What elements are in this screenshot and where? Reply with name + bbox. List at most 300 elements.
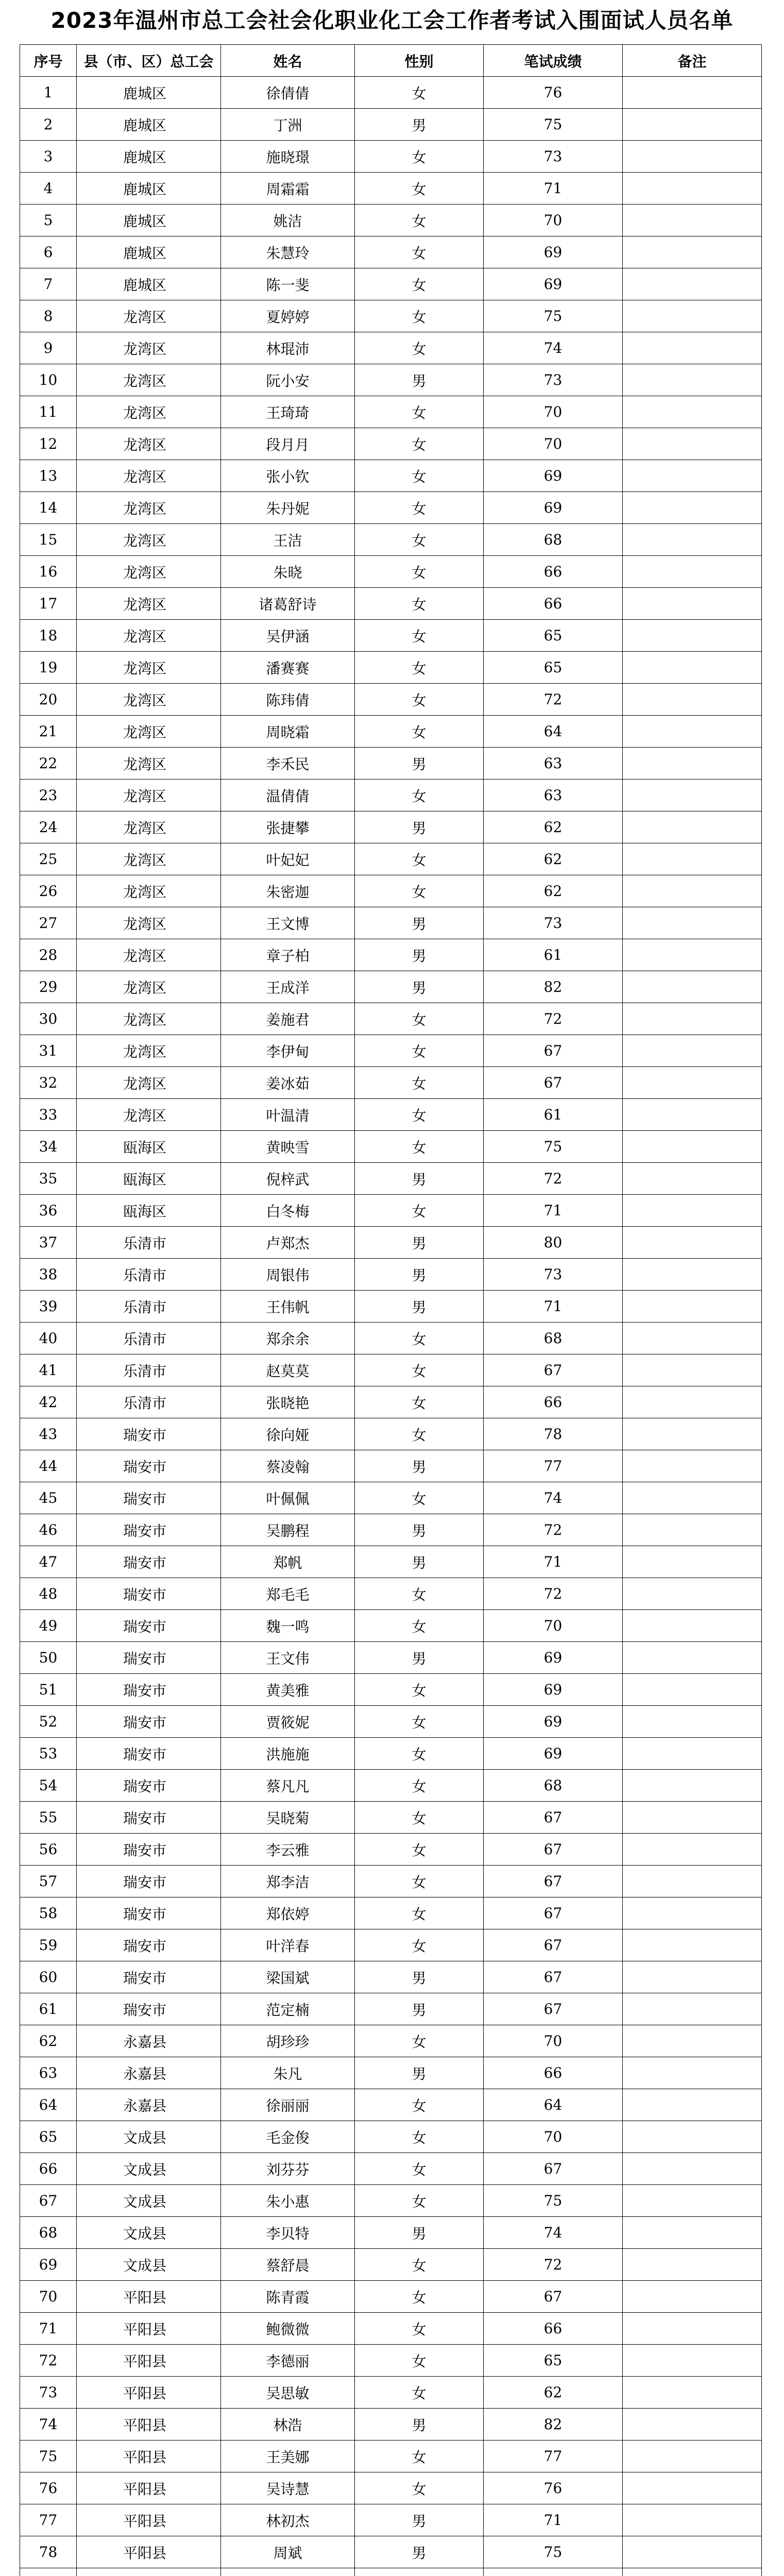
cell-name: 朱丹妮 [221,492,355,524]
cell-county: 龙湾区 [77,364,221,396]
cell-gender [355,2568,484,2576]
cell-county: 龙湾区 [77,811,221,843]
table-row [20,1578,762,1610]
cell-name: 张捷攀 [221,811,355,843]
cell-index: 7 [20,268,77,300]
cell-name: 赵莫莫 [221,1354,355,1386]
cell-gender: 女 [355,2472,484,2504]
cell-score: 70 [484,205,623,236]
cell-name: 施晓璟 [221,141,355,173]
cell-score: 71 [484,1195,623,1227]
cell-name: 刘芬芬 [221,2153,355,2185]
cell-name: 叶温清 [221,1099,355,1131]
cell-remark [623,1514,762,1546]
cell-name: 王美娜 [221,2441,355,2472]
table-row [20,2377,762,2409]
cell-county: 乐清市 [77,1259,221,1291]
cell-gender: 女 [355,300,484,332]
table-row [20,2504,762,2536]
cell-remark [623,1035,762,1067]
cell-index: 63 [20,2057,77,2089]
cell-score: 75 [484,300,623,332]
cell-name: 张晓艳 [221,1386,355,1418]
cell-index: 45 [20,1482,77,1514]
cell-score: 70 [484,2121,623,2153]
cell-gender: 女 [355,1610,484,1642]
cell-index: 17 [20,588,77,620]
cell-remark [623,971,762,1003]
cell-remark [623,620,762,652]
cell-remark [623,1993,762,2025]
cell-name: 王成洋 [221,971,355,1003]
cell-gender: 女 [355,1323,484,1354]
cell-name: 章子柏 [221,939,355,971]
cell-county: 平阳县 [77,2409,221,2441]
candidate-table [20,44,762,2576]
cell-county: 瑞安市 [77,1514,221,1546]
cell-index: 51 [20,1674,77,1706]
cell-county: 瓯海区 [77,1131,221,1163]
cell-remark [623,173,762,205]
cell-score: 64 [484,716,623,748]
cell-remark [623,1003,762,1035]
cell-county: 乐清市 [77,1323,221,1354]
cell-remark [623,1482,762,1514]
cell-gender: 女 [355,684,484,716]
table-row [20,971,762,1003]
table-row [20,1482,762,1514]
cell-score: 77 [484,1450,623,1482]
cell-county: 瑞安市 [77,1834,221,1866]
cell-index: 34 [20,1131,77,1163]
cell-county: 龙湾区 [77,620,221,652]
cell-score: 66 [484,2057,623,2089]
cell-remark [623,205,762,236]
cell-index: 57 [20,1866,77,1897]
cell-index: 2 [20,109,77,141]
cell-gender: 女 [355,779,484,811]
cell-index: 13 [20,460,77,492]
cell-remark [623,2089,762,2121]
cell-name: 姜施君 [221,1003,355,1035]
cell-gender: 女 [355,236,484,268]
cell-index: 53 [20,1738,77,1770]
cell-gender: 女 [355,1770,484,1802]
table-row [20,716,762,748]
cell-gender: 女 [355,1003,484,1035]
cell-name: 姚洁 [221,205,355,236]
table-row [20,300,762,332]
cell-remark [623,1450,762,1482]
table-row [20,1450,762,1482]
cell-name: 周斌 [221,2536,355,2568]
cell-index: 44 [20,1450,77,1482]
cell-gender: 女 [355,1866,484,1897]
table-row [20,1993,762,2025]
cell-name: 李禾民 [221,748,355,779]
cell-index: 21 [20,716,77,748]
cell-score: 74 [484,1482,623,1514]
cell-index: 35 [20,1163,77,1195]
cell-gender: 女 [355,2313,484,2345]
cell-gender: 男 [355,907,484,939]
cell-county: 乐清市 [77,1291,221,1323]
cell-remark [623,396,762,428]
cell-county: 文成县 [77,2121,221,2153]
table-row [20,1131,762,1163]
cell-remark [623,1418,762,1450]
cell-index: 64 [20,2089,77,2121]
cell-remark [623,1195,762,1227]
cell-index: 72 [20,2345,77,2377]
table-row [20,2281,762,2313]
cell-remark [623,1897,762,1929]
cell-index: 28 [20,939,77,971]
cell-remark [623,2121,762,2153]
cell-index: 60 [20,1961,77,1993]
table-row [20,588,762,620]
cell-name: 阮小安 [221,364,355,396]
header-index: 序号 [20,45,77,77]
cell-index: 55 [20,1802,77,1834]
cell-gender: 男 [355,1291,484,1323]
cell-name: 王琦琦 [221,396,355,428]
cell-score: 67 [484,1866,623,1897]
table-row [20,364,762,396]
header-gender: 性别 [355,45,484,77]
cell-score: 70 [484,1610,623,1642]
table-row [20,109,762,141]
cell-score: 69 [484,1642,623,1674]
cell-remark [623,300,762,332]
cell-index: 38 [20,1259,77,1291]
cell-remark [623,2281,762,2313]
cell-remark [623,1291,762,1323]
cell-name: 胡珍珍 [221,2025,355,2057]
cell-index: 74 [20,2409,77,2441]
cell-gender: 男 [355,1259,484,1291]
cell-remark [623,1386,762,1418]
cell-index: 5 [20,205,77,236]
table-row [20,205,762,236]
cell-index: 41 [20,1354,77,1386]
table-row [20,1546,762,1578]
cell-gender: 女 [355,396,484,428]
table-row [20,620,762,652]
cell-name [221,2568,355,2576]
cell-score: 69 [484,1674,623,1706]
table-row [20,141,762,173]
cell-name: 徐倩倩 [221,77,355,109]
table-row [20,1386,762,1418]
cell-name: 郑帆 [221,1546,355,1578]
cell-index: 10 [20,364,77,396]
cell-score: 82 [484,971,623,1003]
cell-county: 平阳县 [77,2281,221,2313]
cell-gender: 女 [355,1802,484,1834]
cell-county: 瑞安市 [77,1866,221,1897]
cell-remark [623,2472,762,2504]
cell-score: 69 [484,1738,623,1770]
cell-remark [623,2153,762,2185]
cell-index: 27 [20,907,77,939]
cell-name: 黄美雅 [221,1674,355,1706]
cell-index: 9 [20,332,77,364]
cell-county: 瑞安市 [77,1802,221,1834]
cell-name: 王伟帆 [221,1291,355,1323]
cell-county: 乐清市 [77,1386,221,1418]
cell-score: 72 [484,1003,623,1035]
cell-score: 66 [484,2313,623,2345]
cell-gender: 女 [355,173,484,205]
table-row [20,492,762,524]
cell-index: 61 [20,1993,77,2025]
cell-gender: 男 [355,1227,484,1259]
table-row [20,2313,762,2345]
cell-score: 78 [484,1418,623,1450]
table-row [20,332,762,364]
cell-index: 6 [20,236,77,268]
table-row [20,173,762,205]
table-row [20,2089,762,2121]
cell-county: 龙湾区 [77,300,221,332]
cell-score: 67 [484,1834,623,1866]
cell-remark [623,428,762,460]
cell-name: 吴晓菊 [221,1802,355,1834]
cell-gender: 男 [355,971,484,1003]
cell-gender: 女 [355,652,484,684]
cell-index: 75 [20,2441,77,2472]
cell-index: 66 [20,2153,77,2185]
cell-name: 李德丽 [221,2345,355,2377]
table-body [20,77,762,2576]
table-row [20,811,762,843]
cell-county: 文成县 [77,2217,221,2249]
cell-county: 平阳县 [77,2345,221,2377]
cell-remark [623,843,762,875]
cell-county: 鹿城区 [77,109,221,141]
cell-gender: 男 [355,2217,484,2249]
cell-gender: 女 [355,492,484,524]
cell-remark [623,460,762,492]
cell-county: 龙湾区 [77,1035,221,1067]
table-row [20,2057,762,2089]
cell-score: 67 [484,2281,623,2313]
table-row [20,236,762,268]
table-row [20,875,762,907]
cell-index: 67 [20,2185,77,2217]
cell-index: 19 [20,652,77,684]
cell-remark [623,939,762,971]
cell-index: 69 [20,2249,77,2281]
cell-gender: 男 [355,939,484,971]
cell-county: 龙湾区 [77,396,221,428]
cell-remark [623,332,762,364]
cell-score: 69 [484,460,623,492]
cell-index: 76 [20,2472,77,2504]
cell-score: 68 [484,524,623,556]
cell-gender: 女 [355,2185,484,2217]
cell-county: 瑞安市 [77,1418,221,1450]
cell-county: 平阳县 [77,2313,221,2345]
cell-county: 龙湾区 [77,843,221,875]
cell-score: 71 [484,1546,623,1578]
cell-remark [623,907,762,939]
cell-score: 73 [484,907,623,939]
cell-county: 乐清市 [77,1354,221,1386]
table-row [20,1961,762,1993]
cell-name: 吴鹏程 [221,1514,355,1546]
table-row [20,1195,762,1227]
cell-gender: 女 [355,2377,484,2409]
cell-gender: 女 [355,2089,484,2121]
cell-score: 67 [484,1929,623,1961]
cell-score: 63 [484,779,623,811]
cell-name: 倪梓武 [221,1163,355,1195]
table-row [20,1259,762,1291]
cell-gender: 女 [355,1386,484,1418]
cell-county: 龙湾区 [77,1067,221,1099]
cell-gender: 女 [355,428,484,460]
table-row [20,2249,762,2281]
cell-gender: 女 [355,77,484,109]
cell-gender: 女 [355,1354,484,1386]
cell-index: 30 [20,1003,77,1035]
cell-gender: 女 [355,1738,484,1770]
cell-remark [623,141,762,173]
cell-score: 61 [484,1099,623,1131]
table-row [20,2568,762,2576]
cell-gender: 男 [355,1514,484,1546]
cell-gender: 女 [355,1067,484,1099]
cell-name: 姜冰茹 [221,1067,355,1099]
cell-index: 20 [20,684,77,716]
cell-gender: 女 [355,1035,484,1067]
cell-county: 平阳县 [77,2441,221,2472]
cell-score: 63 [484,748,623,779]
cell-remark [623,524,762,556]
cell-name: 王文伟 [221,1642,355,1674]
cell-remark [623,2409,762,2441]
cell-name: 吴诗慧 [221,2472,355,2504]
cell-gender: 女 [355,2249,484,2281]
cell-remark [623,109,762,141]
cell-index: 42 [20,1386,77,1418]
cell-index: 22 [20,748,77,779]
cell-gender: 女 [355,1674,484,1706]
cell-gender: 女 [355,524,484,556]
cell-gender: 女 [355,2281,484,2313]
cell-name: 李贝特 [221,2217,355,2249]
cell-county: 文成县 [77,2185,221,2217]
cell-score: 65 [484,652,623,684]
table-row [20,1514,762,1546]
cell-county: 龙湾区 [77,971,221,1003]
table-row [20,396,762,428]
cell-name: 朱密迦 [221,875,355,907]
cell-index [20,2568,77,2576]
cell-index: 25 [20,843,77,875]
cell-index: 70 [20,2281,77,2313]
table-row [20,556,762,588]
cell-county: 龙湾区 [77,332,221,364]
cell-county: 龙湾区 [77,907,221,939]
cell-remark [623,1770,762,1802]
cell-score: 74 [484,2217,623,2249]
cell-score: 62 [484,811,623,843]
table-row [20,1929,762,1961]
cell-gender: 女 [355,1482,484,1514]
cell-index: 59 [20,1929,77,1961]
cell-county: 瑞安市 [77,1897,221,1929]
table-row [20,428,762,460]
table-row [20,1802,762,1834]
cell-name: 陈青霞 [221,2281,355,2313]
cell-score: 67 [484,1897,623,1929]
cell-name: 朱凡 [221,2057,355,2089]
cell-county: 瑞安市 [77,1450,221,1482]
cell-name: 丁洲 [221,109,355,141]
cell-name: 洪施施 [221,1738,355,1770]
cell-remark [623,748,762,779]
cell-name: 陈玮倩 [221,684,355,716]
cell-remark [623,2217,762,2249]
cell-name: 周霜霜 [221,173,355,205]
cell-name: 卢郑杰 [221,1227,355,1259]
cell-name: 林初杰 [221,2504,355,2536]
cell-remark [623,364,762,396]
cell-name: 梁国斌 [221,1961,355,1993]
cell-score: 69 [484,236,623,268]
table-row [20,652,762,684]
cell-name: 张小钦 [221,460,355,492]
cell-county: 龙湾区 [77,428,221,460]
cell-score: 76 [484,77,623,109]
cell-score: 70 [484,396,623,428]
cell-remark [623,2536,762,2568]
table-row [20,2121,762,2153]
cell-gender: 女 [355,332,484,364]
cell-index: 56 [20,1834,77,1866]
header-score: 笔试成绩 [484,45,623,77]
cell-name: 黄映雪 [221,1131,355,1163]
table-row [20,1738,762,1770]
cell-index: 40 [20,1323,77,1354]
cell-county: 平阳县 [77,2472,221,2504]
cell-remark [623,1929,762,1961]
cell-remark [623,1323,762,1354]
cell-remark [623,588,762,620]
cell-county: 瑞安市 [77,1961,221,1993]
cell-remark [623,1578,762,1610]
cell-remark [623,2568,762,2576]
cell-name: 周银伟 [221,1259,355,1291]
cell-remark [623,1834,762,1866]
cell-name: 周晓霜 [221,716,355,748]
cell-gender: 男 [355,748,484,779]
cell-index: 1 [20,77,77,109]
cell-score: 68 [484,1323,623,1354]
cell-gender: 女 [355,1929,484,1961]
table-row [20,779,762,811]
table-row [20,2536,762,2568]
table-row [20,2409,762,2441]
cell-gender: 女 [355,1897,484,1929]
cell-county: 瑞安市 [77,1610,221,1642]
table-row [20,2441,762,2472]
cell-county: 瑞安市 [77,1993,221,2025]
cell-gender: 女 [355,588,484,620]
